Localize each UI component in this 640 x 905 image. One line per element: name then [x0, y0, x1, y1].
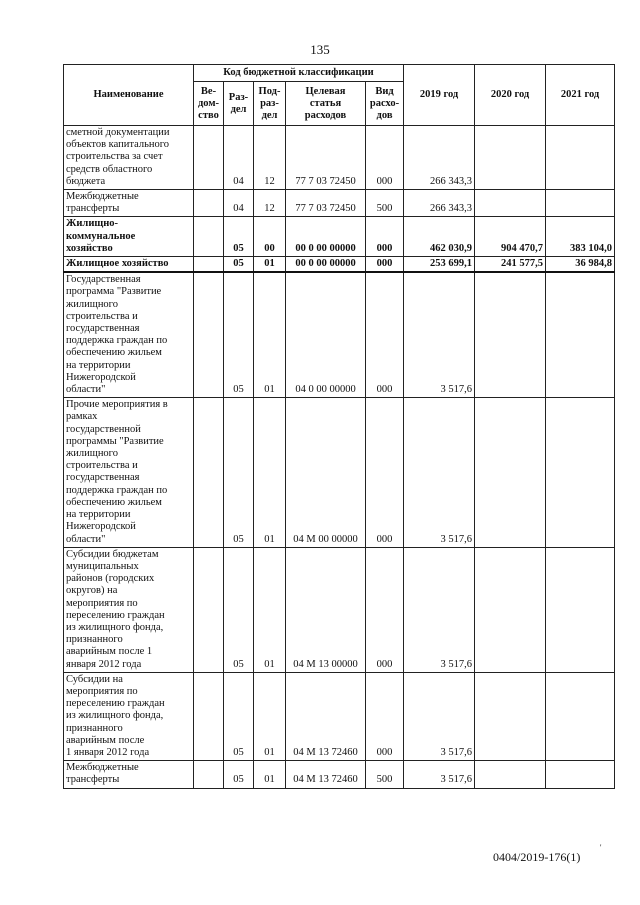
cell-y2020: 241 577,5	[475, 257, 546, 273]
cell-y2020	[475, 547, 546, 672]
cell-y2021: 36 984,8	[546, 257, 615, 273]
header-2021: 2021 год	[546, 65, 615, 126]
cell-razdel: 05	[224, 257, 254, 273]
cell-target: 77 7 03 72450	[286, 126, 366, 190]
header-classification-group: Код бюджетной классификации	[194, 65, 404, 82]
cell-ved	[194, 257, 224, 273]
table-row	[64, 761, 615, 788]
cell-type: 000	[366, 126, 404, 190]
cell-target: 00 0 00 00000	[286, 217, 366, 257]
cell-type: 000	[366, 272, 404, 398]
cell-y2021	[546, 272, 615, 398]
cell-y2021	[546, 547, 615, 672]
header-vedomstvo: Ве- дом- ство	[194, 82, 224, 126]
cell-ved	[194, 761, 224, 788]
header-2019: 2019 год	[404, 65, 475, 126]
cell-target: 04 М 00 00000	[286, 398, 366, 547]
cell-y2019: 3 517,6	[404, 761, 475, 788]
cell-ved	[194, 126, 224, 190]
table-row	[64, 547, 615, 672]
cell-ved	[194, 190, 224, 217]
table-row	[64, 217, 615, 257]
cell-name: Жилищное хозяйство	[64, 257, 194, 273]
cell-y2021	[546, 398, 615, 547]
table-row	[64, 398, 615, 547]
cell-type: 000	[366, 547, 404, 672]
header-target: Целевая статья расходов	[286, 82, 366, 126]
cell-razdel: 05	[224, 217, 254, 257]
table-row	[64, 672, 615, 760]
cell-type: 000	[366, 217, 404, 257]
header-type: Вид расхо- дов	[366, 82, 404, 126]
cell-y2020	[475, 398, 546, 547]
cell-podrazdel: 01	[254, 398, 286, 547]
header-razdel: Раз- дел	[224, 82, 254, 126]
cell-y2019: 462 030,9	[404, 217, 475, 257]
cell-y2019: 3 517,6	[404, 547, 475, 672]
cell-y2021	[546, 672, 615, 760]
cell-name: Прочие мероприятия в рамках государственной программы "Развитие жилищного строительства и государственная поддержка граждан по обеспечению жильем на территории Нижегородской области"	[64, 398, 194, 547]
cell-target: 04 М 13 72460	[286, 672, 366, 760]
cell-ved	[194, 672, 224, 760]
cell-name: Межбюджетные трансферты	[64, 761, 194, 788]
cell-y2021: 383 104,0	[546, 217, 615, 257]
cell-ved	[194, 272, 224, 398]
cell-target: 04 М 13 00000	[286, 547, 366, 672]
cell-podrazdel: 01	[254, 547, 286, 672]
document-code: 0404/2019-176(1)	[493, 850, 581, 864]
cell-y2021	[546, 190, 615, 217]
cell-target: 04 М 13 72460	[286, 761, 366, 788]
cell-y2019: 266 343,3	[404, 126, 475, 190]
corner-mark: '	[600, 843, 602, 852]
cell-razdel: 05	[224, 272, 254, 398]
cell-target: 00 0 00 00000	[286, 257, 366, 273]
cell-ved	[194, 398, 224, 547]
cell-y2020	[475, 672, 546, 760]
cell-podrazdel: 12	[254, 126, 286, 190]
cell-razdel: 04	[224, 190, 254, 217]
cell-ved	[194, 547, 224, 672]
cell-y2020	[475, 126, 546, 190]
cell-y2021	[546, 761, 615, 788]
cell-y2020	[475, 761, 546, 788]
header-podrazdel: Под- раз- дел	[254, 82, 286, 126]
header-name: Наименование	[64, 65, 194, 126]
cell-razdel: 05	[224, 761, 254, 788]
cell-podrazdel: 01	[254, 257, 286, 273]
cell-type: 500	[366, 761, 404, 788]
cell-ved	[194, 217, 224, 257]
cell-razdel: 05	[224, 672, 254, 760]
cell-razdel: 05	[224, 547, 254, 672]
cell-y2019: 3 517,6	[404, 672, 475, 760]
budget-table	[63, 64, 615, 789]
cell-name: Жилищно- коммунальное хозяйство	[64, 217, 194, 257]
cell-y2019: 3 517,6	[404, 272, 475, 398]
cell-type: 000	[366, 257, 404, 273]
cell-y2019: 266 343,3	[404, 190, 475, 217]
cell-name: Субсидии бюджетам муниципальных районов (городских округов) на мероприятия по переселению граждан из жилищного фонда, признанного аварийным после 1 января 2012 года	[64, 547, 194, 672]
cell-razdel: 05	[224, 398, 254, 547]
cell-podrazdel: 01	[254, 272, 286, 398]
cell-type: 500	[366, 190, 404, 217]
cell-y2020	[475, 190, 546, 217]
table-row	[64, 126, 615, 190]
header-2020: 2020 год	[475, 65, 546, 126]
cell-name: Субсидии на мероприятия по переселению граждан из жилищного фонда, признанного аварийным после 1 января 2012 года	[64, 672, 194, 760]
cell-y2019: 3 517,6	[404, 398, 475, 547]
cell-name: Межбюджетные трансферты	[64, 190, 194, 217]
cell-podrazdel: 01	[254, 672, 286, 760]
table-row	[64, 190, 615, 217]
cell-target: 04 0 00 00000	[286, 272, 366, 398]
cell-podrazdel: 12	[254, 190, 286, 217]
table-row	[64, 272, 615, 398]
cell-type: 000	[366, 398, 404, 547]
cell-podrazdel: 00	[254, 217, 286, 257]
cell-y2021	[546, 126, 615, 190]
cell-name: Государственная программа "Развитие жилищного строительства и государственная поддержка граждан по обеспечению жильем на территории Нижегородской области"	[64, 272, 194, 398]
cell-y2019: 253 699,1	[404, 257, 475, 273]
cell-name: сметной документации объектов капитального строительства за счет средств областного бюджета	[64, 126, 194, 190]
cell-razdel: 04	[224, 126, 254, 190]
cell-podrazdel: 01	[254, 761, 286, 788]
cell-y2020	[475, 272, 546, 398]
table-row	[64, 257, 615, 273]
cell-y2020: 904 470,7	[475, 217, 546, 257]
cell-target: 77 7 03 72450	[286, 190, 366, 217]
cell-type: 000	[366, 672, 404, 760]
page-number: 135	[310, 42, 330, 57]
